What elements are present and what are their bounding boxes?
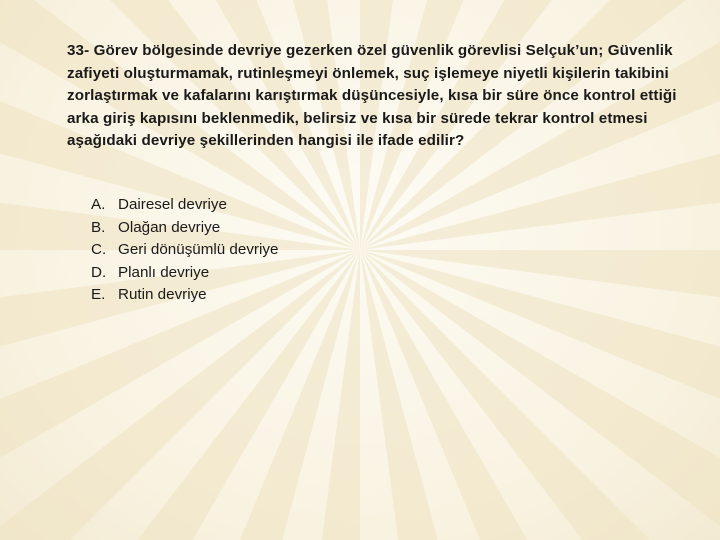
option-label: Olağan devriye [118, 218, 221, 236]
option-c[interactable] [91, 239, 278, 262]
option-label: Rutin devriye [118, 286, 207, 303]
option-letter: A. [91, 196, 106, 213]
option-label: Planlı devriye [118, 263, 210, 281]
option-label: Geri dönüşümlü devriye [118, 241, 279, 258]
question-text: 33- Görev bölgesinde devriye gezerken özel güvenlik görevlisi Selçuk’un; Güvenlik zafiyeti oluşturmamak, rutinleşmeyi önlemek, suç işlemeye niyetli kişilerin takibini zorlaştırmak ve kafalarını karıştırmak düşüncesiyle, kısa bir süre önce kontrol ettiği arka giriş kapısını beklenmedik, belirsiz ve kısa bir sürede tekrar kontrol etmesi aşağıdaki devriye şekillerinden hangisi ile ifade edilir? [67, 42, 677, 149]
option-label: Dairesel devriye [118, 196, 227, 213]
option-letter: D. [91, 263, 107, 281]
option-a[interactable] [91, 194, 278, 217]
option-letter: E. [91, 286, 106, 303]
answer-options [91, 194, 278, 307]
option-letter: C. [91, 241, 107, 258]
option-d[interactable] [91, 262, 278, 285]
option-letter: B. [91, 218, 106, 236]
option-e[interactable] [91, 284, 278, 307]
option-b[interactable] [91, 217, 278, 240]
